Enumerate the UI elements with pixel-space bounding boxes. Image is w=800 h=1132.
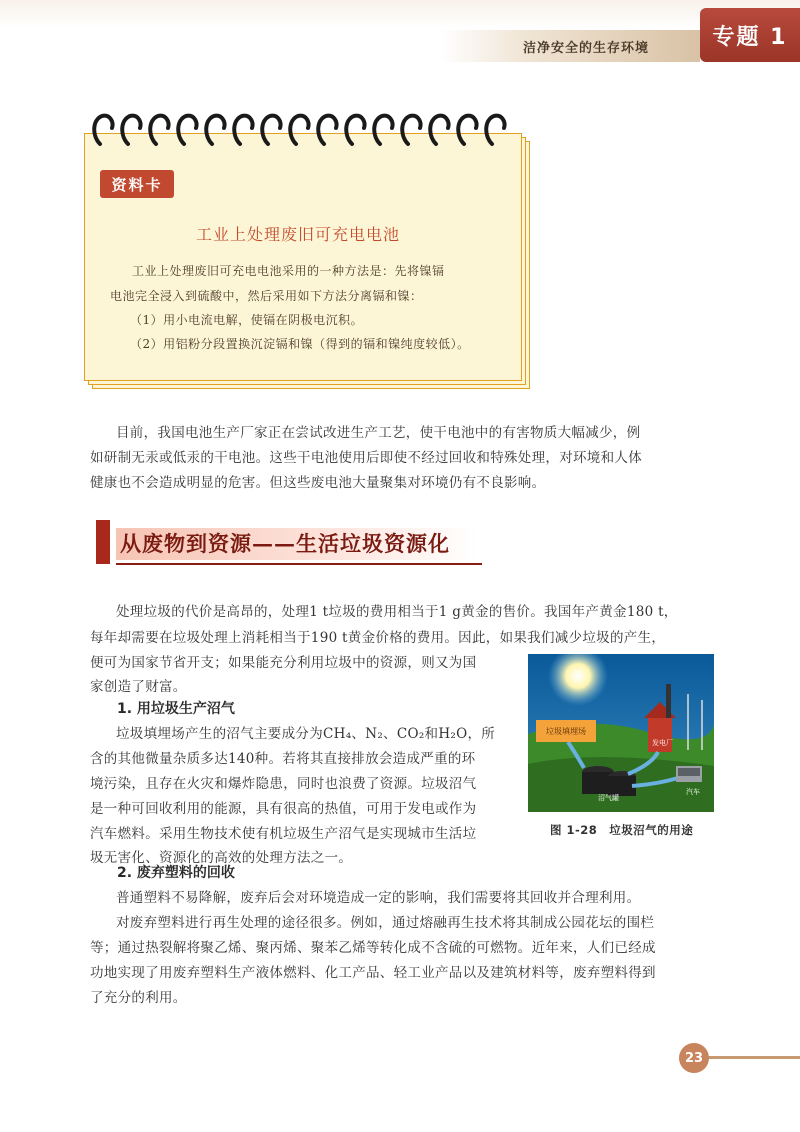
sub1-line: 汽车燃料。采用生物技术使有机垃圾生产沼气是实现城市生活垃 <box>90 826 477 842</box>
body-line: 便可为国家节省开支；如果能充分利用垃圾中的资源，则又为国 <box>90 655 477 671</box>
card-line: （2）用铝粉分段置换沉淀镉和镍（得到的镉和镍纯度较低）。 <box>130 337 470 351</box>
sub2-line: 功地实现了用废弃塑料生产液体燃料、化工产品、轻工业产品以及建筑材料等，废弃塑料得到 <box>90 965 656 981</box>
card-label: 资料卡 <box>100 170 174 198</box>
page-number-rule <box>700 1056 800 1059</box>
section-heading-marker <box>96 520 110 564</box>
subsection-title: 1. 用垃圾生产沼气 <box>117 701 235 717</box>
subsection-title: 2. 废弃塑料的回收 <box>117 865 235 881</box>
sub1-line: 境污染，且存在火灾和爆炸隐患，同时也浪费了资源。垃圾沼气 <box>90 776 477 792</box>
plant-label: 发电厂 <box>652 739 673 747</box>
topic-tab <box>700 8 800 62</box>
tank-label: 沼气罐 <box>598 794 619 802</box>
sub1-line: 圾无害化、资源化的高效的处理方法之一。 <box>90 850 353 866</box>
card-title: 工业上处理废旧可充电电池 <box>196 225 401 244</box>
intro-line: 目前，我国电池生产厂家正在尝试改进生产工艺，使干电池中的有害物质大幅减少，例 <box>116 425 641 441</box>
body-line: 每年却需要在垃圾处理上消耗相当于190 t黄金价格的费用。因此，如果我们减少垃圾的产生， <box>90 630 666 646</box>
card-line: 工业上处理废旧可充电电池采用的一种方法是：先将镍镉 <box>132 264 445 278</box>
body-line: 处理垃圾的代价是高昂的，处理1 t垃圾的费用相当于1 g黄金的售价。我国年产黄金180 t， <box>116 604 678 620</box>
intro-line: 健康也不会造成明显的危害。但这些废电池大量聚集对环境仍有不良影响。 <box>90 475 546 491</box>
section-underline <box>116 563 482 565</box>
sub1-line: 垃圾填埋场产生的沼气主要成分为CH₄、N₂、CO₂和H₂O，所 <box>116 726 496 742</box>
header-subject: 洁净安全的生存环境 <box>523 41 650 56</box>
section-title: 从废物到资源——生活垃圾资源化 <box>120 531 450 556</box>
spiral-binding-icon <box>88 106 518 150</box>
card-line: （1）用小电流电解，使镉在阴极电沉积。 <box>130 313 364 327</box>
card-line: 电池完全浸入到硫酸中，然后采用如下方法分离镉和镍： <box>110 289 423 303</box>
sub2-line: 对废弃塑料进行再生处理的途径很多。例如，通过熔融再生技术将其制成公园花坛的围栏 <box>116 915 655 931</box>
sub1-line: 含的其他微量杂质多达140种。若将其直接排放会造成严重的环 <box>90 751 476 767</box>
figure-caption: 图 1-28 垃圾沼气的用途 <box>550 823 694 837</box>
car-label: 汽车 <box>686 788 700 796</box>
landfill-label: 垃圾填埋场 <box>536 720 596 742</box>
topic-label: 专题 1 <box>712 24 788 50</box>
sub1-line: 是一种可回收利用的能源，具有很高的热值，可用于发电或作为 <box>90 801 477 817</box>
header-background <box>0 0 800 28</box>
body-line: 家创造了财富。 <box>90 679 187 695</box>
sub2-line: 等；通过热裂解将聚乙烯、聚丙烯、聚苯乙烯等转化成不含硫的可燃物。近年来，人们已经成 <box>90 940 656 956</box>
sub2-line: 普通塑料不易降解，废弃后会对环境造成一定的影响，我们需要将其回收并合理利用。 <box>116 890 641 906</box>
intro-line: 如研制无汞或低汞的干电池。这些干电池使用后即使不经过回收和特殊处理，对环境和人体 <box>90 450 642 466</box>
page-number: 23 <box>679 1043 709 1073</box>
sub2-line: 了充分的利用。 <box>90 990 187 1006</box>
